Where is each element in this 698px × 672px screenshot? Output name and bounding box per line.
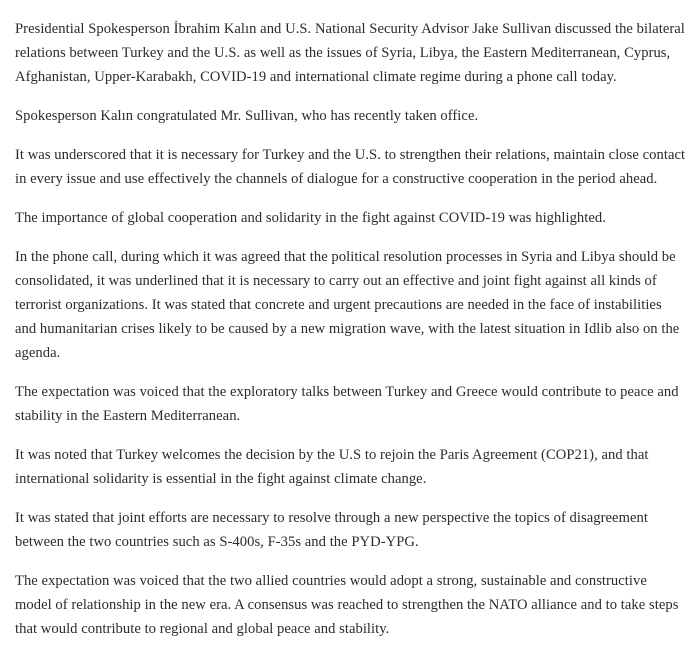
article-paragraph: In the phone call, during which it was agreed that the political resolution processes in Syria and Libya should be consolidated, it was underlined that it is necessary to carry out an effective and joint fight against all kinds of terrorist organizations. It was stated that concrete and urgent precautions are needed in the face of instabilities and humanitarian crises likely to be caused by a new migration wave, with the latest situation in Idlib also on the agenda. — [15, 249, 680, 361]
article-paragraph: It was noted that Turkey welcomes the decision by the U.S to rejoin the Paris Agreement (COP21), and that international solidarity is essential in the fight against climate change. — [15, 447, 649, 487]
article-paragraph: It was underscored that it is necessary for Turkey and the U.S. to strengthen their relations, maintain close contact in every issue and use effectively the channels of dialogue for a constructive cooperation in the period ahead. — [15, 147, 686, 187]
article-paragraph: It was stated that joint efforts are necessary to resolve through a new perspective the topics of disagreement between the two countries such as S-400s, F-35s and the PYD-YPG. — [15, 510, 648, 550]
article-paragraph: Spokesperson Kalın congratulated Mr. Sullivan, who has recently taken office. — [15, 108, 479, 124]
article-paragraph: The importance of global cooperation and solidarity in the fight against COVID-19 was highlighted. — [15, 210, 606, 226]
article-paragraph: Presidential Spokesperson İbrahim Kalın and U.S. National Security Advisor Jake Sullivan discussed the bilateral relations between Turkey and the U.S. as well as the issues of Syria, Libya, the Eastern Mediterranean, Cyprus, Afghanistan, Upper-Karabakh, COVID-19 and international climate regime during a phone call today. — [15, 21, 685, 85]
article-paragraph: The expectation was voiced that the two allied countries would adopt a strong, sustainable and constructive model of relationship in the new era. A consensus was reached to strengthen the NATO alliance and to take steps that would contribute to regional and global peace and stability. — [15, 573, 679, 637]
article-paragraph: The expectation was voiced that the exploratory talks between Turkey and Greece would contribute to peace and stability in the Eastern Mediterranean. — [15, 384, 679, 424]
